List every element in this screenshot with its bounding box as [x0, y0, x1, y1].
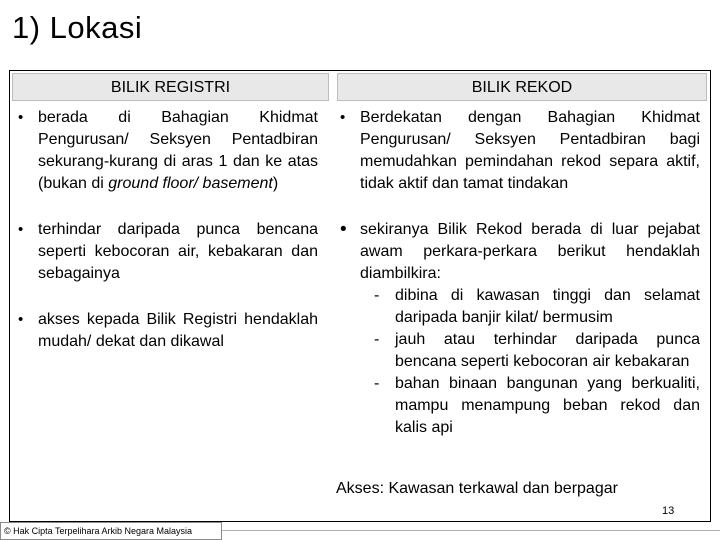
- sub-list-item: [334, 285, 700, 329]
- bullet-text: akses kepada Bilik Registri hendaklah mudah/ dekat dan dikawal: [38, 311, 318, 350]
- header-bilik-rekod: BILIK REKOD: [337, 73, 707, 101]
- dash-icon: -: [374, 375, 380, 392]
- page-number: 13: [662, 505, 675, 517]
- bullet-text-italic: ground floor/ basement: [108, 175, 273, 192]
- list-item: [12, 309, 318, 353]
- bullet-text-part: berada di Bahagian Khidmat Pengurusan/ Seksyen Pentadbiran sekurang-kurang di aras 1 dan ke atas (bukan di: [38, 109, 318, 192]
- sub-item-text: dibina di kawasan tinggi dan selamat daripada banjir kilat/ bermusim: [395, 287, 700, 326]
- bullet-icon: •: [18, 221, 24, 238]
- left-column: [12, 107, 318, 367]
- list-item: [12, 107, 318, 195]
- copyright-footer: © Hak Cipta Terpelihara Arkib Negara Malaysia: [0, 522, 222, 540]
- access-note: Akses: Kawasan terkawal dan berpagar: [336, 480, 618, 497]
- dash-icon: -: [374, 287, 380, 304]
- sub-item-text: bahan binaan bangunan yang berkualiti, mampu menampung beban rekod dan kalis api: [395, 375, 700, 436]
- bullet-icon: •: [18, 109, 24, 126]
- right-column: [334, 107, 700, 439]
- bullet-text-part: ): [272, 175, 279, 192]
- bullet-text: sekiranya Bilik Rekod berada di luar pejabat awam perkara-perkara berikut hendaklah diambilkira:: [360, 221, 700, 282]
- sub-list-item: [334, 373, 700, 439]
- bullet-icon: •: [18, 311, 24, 328]
- header-bilik-registri: BILIK REGISTRI: [12, 73, 329, 101]
- bullet-text: terhindar daripada punca bencana seperti kebocoran air, kebakaran dan sebagainya: [38, 221, 318, 282]
- bullet-text: [38, 107, 318, 195]
- dash-icon: -: [374, 331, 380, 348]
- list-item: [334, 107, 700, 195]
- bullet-icon: •: [340, 219, 347, 240]
- sub-list-item: [334, 329, 700, 373]
- list-item: [12, 219, 318, 285]
- bullet-icon: •: [340, 109, 346, 126]
- slide-title: 1) Lokasi: [12, 10, 143, 45]
- list-item: [334, 219, 700, 285]
- bullet-text: Berdekatan dengan Bahagian Khidmat Pengurusan/ Seksyen Pentadbiran bagi memudahkan pemindahan rekod separa aktif, tidak aktif dan tamat tindakan: [360, 109, 700, 192]
- footer-divider: [222, 530, 720, 531]
- sub-item-text: jauh atau terhindar daripada punca bencana seperti kebocoran air kebakaran: [395, 331, 700, 370]
